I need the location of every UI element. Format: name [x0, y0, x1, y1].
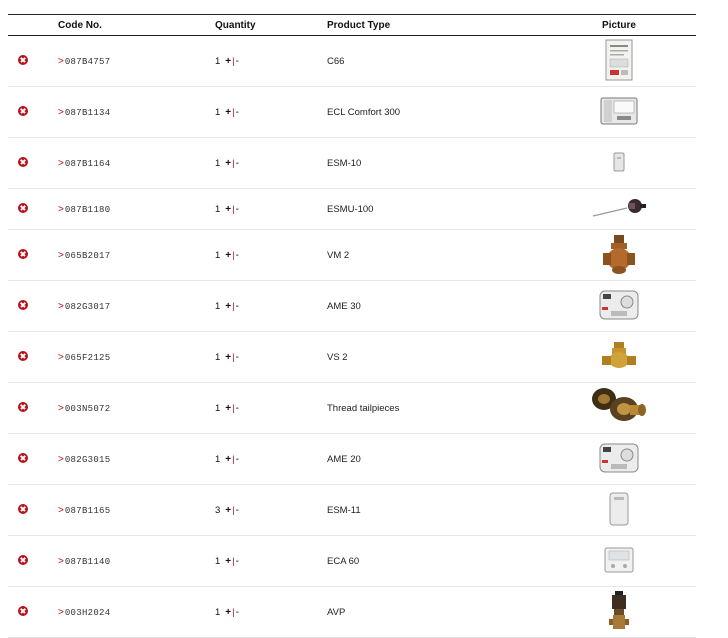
decrease-quantity-button[interactable]: -: [235, 157, 239, 169]
product-code: 003N5072: [64, 403, 111, 414]
header-quantity: Quantity: [215, 15, 327, 36]
link-arrow-icon: >: [58, 402, 64, 414]
code-cell: [58, 36, 215, 87]
quantity-cell: [215, 138, 327, 189]
product-type-cell: [327, 536, 542, 587]
quantity-cell: [215, 230, 327, 281]
link-arrow-icon: >: [58, 351, 64, 363]
pressure-regulator-icon[interactable]: [604, 590, 634, 632]
remove-cell: [8, 587, 58, 638]
product-type: ESM-11: [327, 504, 361, 516]
product-type-cell: [327, 138, 542, 189]
increase-quantity-button[interactable]: +: [225, 249, 232, 261]
remove-cell: [8, 383, 58, 434]
product-code: 087B1140: [64, 556, 111, 567]
table-row: [8, 281, 696, 332]
code-cell: [58, 383, 215, 434]
quantity-separator: |: [232, 106, 235, 118]
product-table: [8, 14, 696, 638]
code-cell: [58, 434, 215, 485]
manual-booklet-icon[interactable]: [605, 39, 633, 81]
remove-item-icon[interactable]: [18, 453, 28, 463]
product-code: 082G3017: [64, 301, 111, 312]
product-type-cell: [327, 332, 542, 383]
link-arrow-icon: >: [58, 249, 64, 261]
picture-cell: [542, 87, 696, 138]
quantity-value: 1: [215, 402, 221, 414]
quantity-cell: [215, 281, 327, 332]
quantity-separator: |: [232, 203, 235, 215]
decrease-quantity-button[interactable]: -: [235, 504, 239, 516]
remove-cell: [8, 281, 58, 332]
actuator-icon[interactable]: [597, 440, 641, 476]
table-row: [8, 87, 696, 138]
remove-item-icon[interactable]: [18, 351, 28, 361]
increase-quantity-button[interactable]: +: [225, 606, 232, 618]
picture-cell: [542, 230, 696, 281]
product-type: VM 2: [327, 249, 350, 261]
quantity-separator: |: [232, 555, 235, 567]
code-cell: [58, 230, 215, 281]
quantity-cell: [215, 36, 327, 87]
code-cell: [58, 189, 215, 230]
increase-quantity-button[interactable]: +: [225, 203, 232, 215]
product-code-link[interactable]: [58, 505, 110, 516]
remove-item-icon[interactable]: [18, 55, 28, 65]
remove-item-icon[interactable]: [18, 106, 28, 116]
table-row: [8, 434, 696, 485]
product-type-cell: [327, 36, 542, 87]
product-type: ESM-10: [327, 157, 362, 169]
actuator-icon[interactable]: [597, 287, 641, 323]
remove-item-icon[interactable]: [18, 203, 28, 213]
decrease-quantity-button[interactable]: -: [235, 300, 239, 312]
remove-cell: [8, 536, 58, 587]
remove-cell: [8, 138, 58, 189]
picture-cell: [542, 189, 696, 230]
remove-item-icon[interactable]: [18, 300, 28, 310]
increase-quantity-button[interactable]: +: [225, 453, 232, 465]
quantity-cell: [215, 434, 327, 485]
quantity-cell: [215, 87, 327, 138]
product-type: VS 2: [327, 351, 348, 363]
code-cell: [58, 281, 215, 332]
link-arrow-icon: >: [58, 453, 64, 465]
quantity-value: 1: [215, 203, 221, 215]
quantity-separator: |: [232, 55, 235, 67]
quantity-separator: |: [232, 402, 235, 414]
product-code-link[interactable]: [58, 607, 110, 618]
table-row: [8, 587, 696, 638]
quantity-cell: [215, 587, 327, 638]
quantity-value: 1: [215, 300, 221, 312]
product-type: AME 20: [327, 453, 361, 465]
table-row: [8, 230, 696, 281]
link-arrow-icon: >: [58, 504, 64, 516]
remove-item-icon[interactable]: [18, 606, 28, 616]
code-cell: [58, 138, 215, 189]
quantity-cell: [215, 332, 327, 383]
remove-item-icon[interactable]: [18, 249, 28, 259]
header-remove: [8, 15, 58, 36]
picture-cell: [542, 434, 696, 485]
remove-item-icon[interactable]: [18, 555, 28, 565]
product-code-link[interactable]: [58, 250, 110, 261]
decrease-quantity-button[interactable]: -: [235, 402, 239, 414]
product-code: 082G3015: [64, 454, 111, 465]
product-code-link[interactable]: [58, 352, 110, 363]
quantity-value: 1: [215, 249, 221, 261]
increase-quantity-button[interactable]: +: [225, 300, 232, 312]
increase-quantity-button[interactable]: +: [225, 55, 232, 67]
table-header-row: [8, 15, 696, 36]
product-code: 087B4757: [64, 56, 111, 67]
product-type: ECL Comfort 300: [327, 106, 401, 118]
header-picture: Picture: [542, 15, 696, 36]
code-cell: [58, 587, 215, 638]
remove-cell: [8, 36, 58, 87]
increase-quantity-button[interactable]: +: [225, 106, 232, 118]
product-type: C66: [327, 55, 345, 67]
decrease-quantity-button[interactable]: -: [235, 351, 239, 363]
product-type-cell: [327, 87, 542, 138]
remove-cell: [8, 189, 58, 230]
header-product-type: Product Type: [327, 15, 542, 36]
product-type-cell: [327, 485, 542, 536]
decrease-quantity-button[interactable]: -: [235, 55, 239, 67]
product-code-link[interactable]: [58, 301, 110, 312]
table-row: [8, 383, 696, 434]
link-arrow-icon: >: [58, 203, 64, 215]
quantity-value: 1: [215, 606, 221, 618]
product-code: 087B1164: [64, 158, 111, 169]
product-type: AME 30: [327, 300, 361, 312]
quantity-cell: [215, 485, 327, 536]
picture-cell: [542, 138, 696, 189]
decrease-quantity-button[interactable]: -: [235, 106, 239, 118]
remove-item-icon[interactable]: [18, 402, 28, 412]
remove-cell: [8, 230, 58, 281]
quantity-separator: |: [232, 606, 235, 618]
product-code-link[interactable]: [58, 454, 110, 465]
controller-box-icon[interactable]: [599, 95, 639, 127]
picture-cell: [542, 536, 696, 587]
quantity-value: 1: [215, 55, 221, 67]
sensor-block-icon[interactable]: [612, 151, 626, 173]
increase-quantity-button[interactable]: +: [225, 402, 232, 414]
table-row: [8, 138, 696, 189]
quantity-value: 1: [215, 453, 221, 465]
increase-quantity-button[interactable]: +: [225, 351, 232, 363]
quantity-separator: |: [232, 300, 235, 312]
quantity-cell: [215, 536, 327, 587]
link-arrow-icon: >: [58, 300, 64, 312]
increase-quantity-button[interactable]: +: [225, 555, 232, 567]
quantity-value: 1: [215, 106, 221, 118]
increase-quantity-button[interactable]: +: [225, 504, 232, 516]
remove-cell: [8, 485, 58, 536]
quantity-value: 1: [215, 555, 221, 567]
product-code: 003H2024: [64, 607, 111, 618]
product-type: ESMU-100: [327, 203, 374, 215]
link-arrow-icon: >: [58, 157, 64, 169]
product-type-cell: [327, 587, 542, 638]
code-cell: [58, 485, 215, 536]
link-arrow-icon: >: [58, 55, 64, 67]
quantity-separator: |: [232, 351, 235, 363]
code-cell: [58, 332, 215, 383]
decrease-quantity-button[interactable]: -: [235, 249, 239, 261]
valve-icon[interactable]: [601, 233, 637, 275]
product-code: 065F2125: [64, 352, 111, 363]
remove-item-icon[interactable]: [18, 157, 28, 167]
picture-cell: [542, 383, 696, 434]
quantity-separator: |: [232, 453, 235, 465]
product-code-link[interactable]: [58, 204, 110, 215]
product-code: 087B1180: [64, 204, 111, 215]
product-code-link[interactable]: [58, 556, 110, 567]
table-row: [8, 536, 696, 587]
product-type-cell: [327, 189, 542, 230]
remove-cell: [8, 87, 58, 138]
picture-cell: [542, 36, 696, 87]
table-row: [8, 332, 696, 383]
table-row: [8, 189, 696, 230]
link-arrow-icon: >: [58, 606, 64, 618]
table-row: [8, 485, 696, 536]
remove-cell: [8, 434, 58, 485]
decrease-quantity-button[interactable]: -: [235, 203, 239, 215]
quantity-separator: |: [232, 157, 235, 169]
code-cell: [58, 87, 215, 138]
product-code-link[interactable]: [58, 56, 110, 67]
quantity-value: 1: [215, 351, 221, 363]
quantity-cell: [215, 383, 327, 434]
product-code: 087B1165: [64, 505, 111, 516]
decrease-quantity-button[interactable]: -: [235, 453, 239, 465]
decrease-quantity-button[interactable]: -: [235, 555, 239, 567]
header-code: Code No.: [58, 15, 215, 36]
tailpieces-icon[interactable]: [590, 385, 648, 429]
quantity-value: 1: [215, 157, 221, 169]
product-type-cell: [327, 434, 542, 485]
product-code: 087B1134: [64, 107, 111, 118]
code-cell: [58, 536, 215, 587]
link-arrow-icon: >: [58, 106, 64, 118]
product-type-cell: [327, 230, 542, 281]
room-panel-icon[interactable]: [603, 546, 635, 574]
product-code-link[interactable]: [58, 158, 110, 169]
small-valve-icon[interactable]: [599, 340, 639, 372]
link-arrow-icon: >: [58, 555, 64, 567]
picture-cell: [542, 587, 696, 638]
immersion-sensor-icon[interactable]: [591, 196, 647, 220]
increase-quantity-button[interactable]: +: [225, 157, 232, 169]
quantity-value: 3: [215, 504, 221, 516]
product-type-cell: [327, 281, 542, 332]
product-code-link[interactable]: [58, 107, 110, 118]
decrease-quantity-button[interactable]: -: [235, 606, 239, 618]
picture-cell: [542, 485, 696, 536]
product-code-link[interactable]: [58, 403, 110, 414]
quantity-separator: |: [232, 249, 235, 261]
product-type: Thread tailpieces: [327, 402, 400, 414]
product-type: AVP: [327, 606, 346, 618]
remove-item-icon[interactable]: [18, 504, 28, 514]
picture-cell: [542, 332, 696, 383]
quantity-cell: [215, 189, 327, 230]
quantity-separator: |: [232, 504, 235, 516]
product-type-cell: [327, 383, 542, 434]
remove-cell: [8, 332, 58, 383]
product-type: ECA 60: [327, 555, 360, 567]
table-row: [8, 36, 696, 87]
product-code: 065B2017: [64, 250, 111, 261]
surface-sensor-icon[interactable]: [607, 491, 631, 527]
picture-cell: [542, 281, 696, 332]
